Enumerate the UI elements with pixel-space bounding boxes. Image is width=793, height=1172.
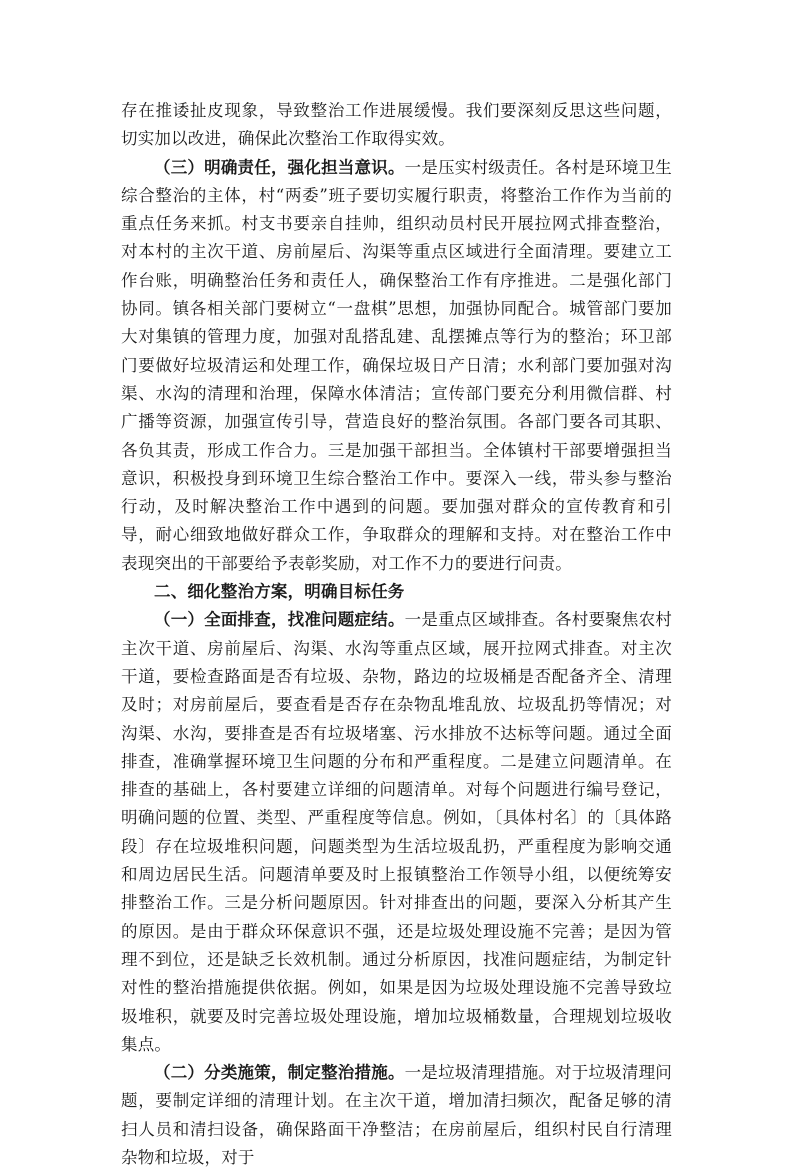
paragraph-text: 一是垃圾清理措施。对于垃圾清理问题，要制定详细的清理计划。在主次干道，增加清扫频次，配备足够的清扫人员和清扫设备，确保路面干净整洁；在房前屋后，组织村民自行清理杂物和垃圾，对于 [121, 1063, 673, 1167]
paragraph-text: 一是压实村级责任。各村是环境卫生综合整治的主体，村“两委”班子要切实履行职责，将整治工作作为当前的重点任务来抓。村支书要亲自挂帅，组织动员村民开展拉网式排查整治，对本村的主次干道、房前屋后、沟渠等重点区域进行全面清理。要建立工作台账，明确整治任务和责任人，确保整治工作有序推进。二是强化部门协同。镇各相关部门要树立“一盘棋”思想，加强协同配合。城管部门要加大对集镇的管理力度，加强对乱搭乱建、乱摆摊点等行为的整治；环卫部门要做好垃圾清运和处理工作，确保垃圾日产日清；水利部门要加强对沟渠、水沟的清理和治理，保障水体清洁；宣传部门要充分利用微信群、村广播等资源，加强宣传引导，营造良好的整治氛围。各部门要各司其职、各负其责，形成工作合力。三是加强干部担当。全体镇村干部要增强担当意识，积极投身到环境卫生综合整治工作中。要深入一线，带头参与整治行动，及时解决整治工作中遇到的问题。要加强对群众的宣传教育和引导，耐心细致地做好群众工作，争取群众的理解和支持。对在整治工作中表现突出的干部要给予表彰奖励，对工作不力的要进行问责。 [121, 157, 673, 573]
subheading-clarify-responsibility: （三）明确责任，强化担当意识。 [154, 157, 405, 177]
paragraph-text: 存在推诿扯皮现象，导致整治工作进展缓慢。我们要深刻反思这些问题，切实加以改进，确保此次整治工作取得实效。 [121, 101, 672, 149]
paragraph-section-2-1 [121, 606, 672, 1059]
paragraph-continuation [121, 97, 672, 154]
paragraph-section-2-2 [121, 1059, 672, 1172]
section-heading-2: 二、细化整治方案，明确目标任务 [154, 582, 405, 602]
document-body [121, 97, 672, 1172]
subheading-comprehensive-inspection: （一）全面排查，找准问题症结。 [154, 610, 405, 630]
paragraph-text: 一是重点区域排查。各村要聚焦农村主次干道、房前屋后、沟渠、水沟等重点区域，展开拉网式排查。对主次干道，要检查路面是否有垃圾、杂物，路边的垃圾桶是否配备齐全、清理及时；对房前屋后，要查看是否存在杂物乱堆乱放、垃圾乱扔等情况；对沟渠、水沟，要排查是否有垃圾堵塞、污水排放不达标等问题。通过全面排查，准确掌握环境卫生问题的分布和严重程度。二是建立问题清单。在排查的基础上，各村要建立详细的问题清单。对每个问题进行编号登记，明确问题的位置、类型、严重程度等信息。例如，〔具体村名〕的〔具体路段〕存在垃圾堆积问题，问题类型为生活垃圾乱扔，严重程度为影响交通和周边居民生活。问题清单要及时上报镇整治工作领导小组，以便统筹安排整治工作。三是分析问题原因。针对排查出的问题，要深入分析其产生的原因。是由于群众环保意识不强，还是垃圾处理设施不完善；是因为管理不到位，还是缺乏长效机制。通过分析原因，找准问题症结，为制定针对性的整治措施提供依据。例如，如果是因为垃圾处理设施不完善导致垃圾堆积，就要及时完善垃圾处理设施，增加垃圾桶数量，合理规划垃圾收集点。 [121, 610, 673, 1054]
paragraph-section-3 [121, 154, 672, 578]
subheading-classified-measures: （二）分类施策，制定整治措施。 [154, 1063, 405, 1083]
